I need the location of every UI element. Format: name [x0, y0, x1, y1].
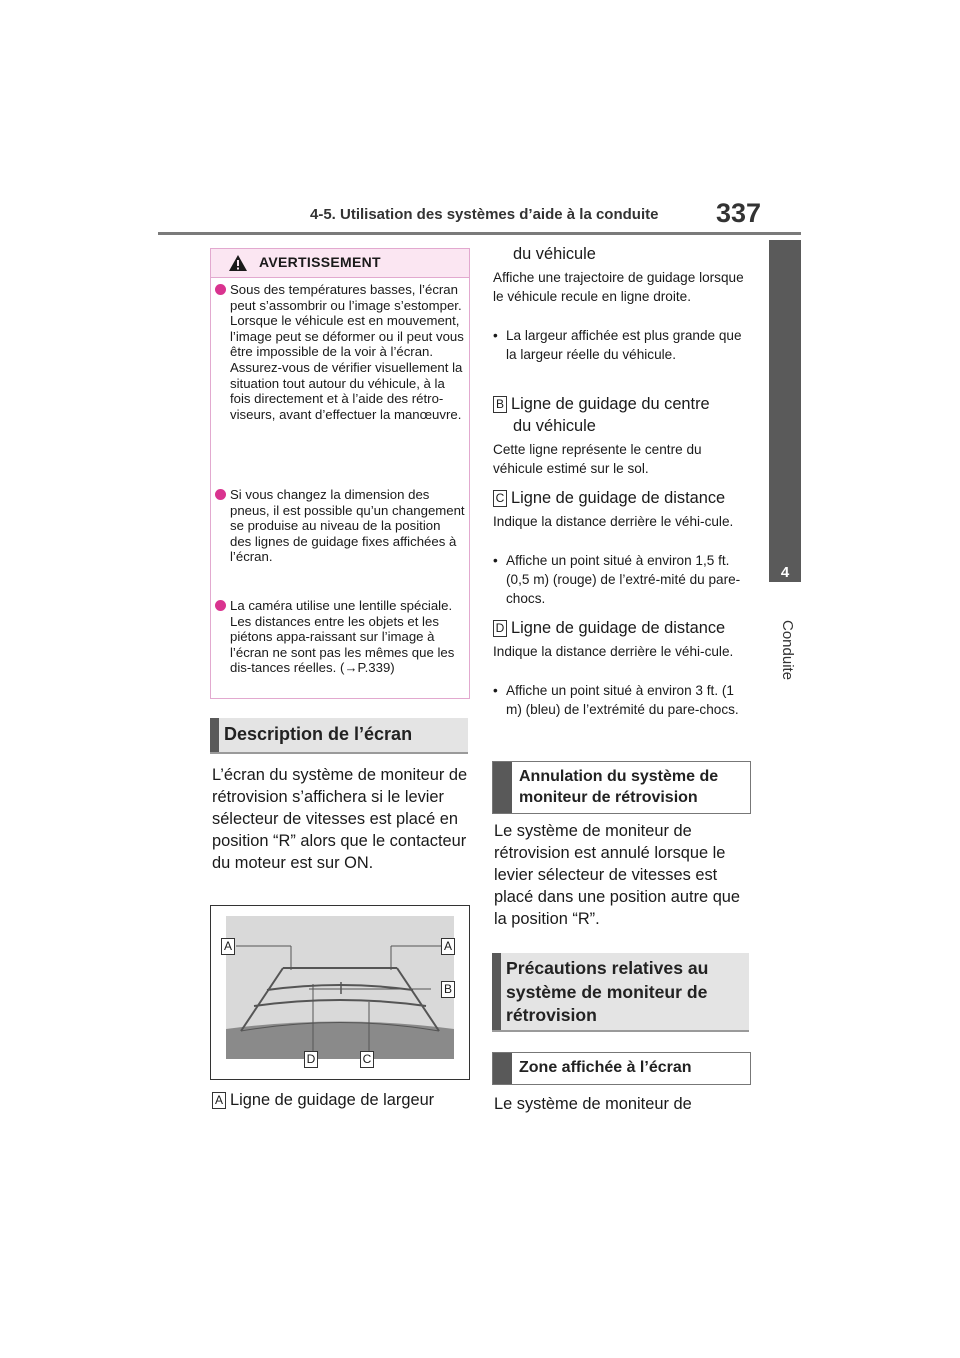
warning-item: La caméra utilise une lentille spéciale. Les distances entre les objets et les piétons appa-raissant sur l’image à l’écran ne sont pas les mêmes que les dis-tances réelles. (→P.339) — [215, 598, 465, 676]
item-c-bullet: • Affiche un point situé à environ 1,5 ft. (0,5 m) (rouge) de l’extré-mité du pare-chocs. — [493, 553, 741, 606]
diagram-label-d: D — [304, 1051, 318, 1068]
chapter-tab[interactable] — [769, 240, 801, 582]
bullet-dot-icon — [215, 489, 226, 500]
warning-header — [211, 249, 469, 278]
item-c-letter: C — [493, 490, 507, 507]
item-a-desc: Affiche une trajectoire de guidage lorsque le véhicule recule en ligne droite. — [493, 270, 744, 304]
diagram-label-a-left: A — [221, 938, 235, 955]
item-d-bullet: • Affiche un point situé à environ 3 ft. (1 m) (bleu) de l’extrémité du pare-chocs. — [493, 683, 739, 717]
precautions-text: Le système de moniteur de — [494, 1095, 692, 1113]
item-d-letter: D — [493, 620, 507, 637]
item-c-desc: Indique la distance derrière le véhi-cule. — [493, 514, 734, 529]
page-number: 337 — [716, 198, 762, 228]
rear-view-diagram — [210, 905, 470, 1080]
item-b-desc: Cette ligne représente le centre du véhicule estimé sur le sol. — [493, 442, 702, 476]
diagram-label-b: B — [441, 981, 455, 998]
warning-item: Sous des températures basses, l’écran peut s’assombrir ou l’image s’estomper. Lorsque le véhicule est en mouvement, l’image peut se déformer ou il peut vous être impossible de la voir à l’écran. Assurez-vous de vérifier visuellement la situation tout autour du véhicule, à la fois directement et à l’aide des rétro-viseurs, avant d’effectuer la manœuvre. — [215, 282, 465, 422]
subsection-heading-zone: Zone affichée à l’écran — [492, 1052, 751, 1085]
chapter-tab-label: Conduite — [779, 620, 796, 681]
warning-icon — [229, 255, 247, 271]
bullet-dot-icon — [215, 600, 226, 611]
item-b-title-cont: du véhicule — [513, 417, 596, 435]
warning-item: Si vous changez la dimension des pneus, il est possible qu’un changement se produise au niveau de la position des lignes de guidage fixes affichées à l’écran. — [215, 487, 465, 565]
item-a-letter: A — [212, 1092, 226, 1109]
item-d-desc: Indique la distance derrière le véhi-cule. — [493, 644, 734, 659]
section-heading-precautions: Précautions relatives au système de moniteur de rétrovision — [492, 953, 749, 1032]
chapter-tab-number: 4 — [780, 564, 790, 581]
item-b-title: B Ligne de guidage du centre — [493, 393, 751, 415]
cancel-text: Le système de moniteur de rétrovision est annulé lorsque le levier sélecteur de vitesses est placé dans une position autre que la position “R”. — [494, 822, 741, 928]
item-c-title: C Ligne de guidage de distance — [493, 487, 751, 509]
header-rule — [158, 232, 801, 235]
item-d-title: D Ligne de guidage de distance — [493, 617, 751, 639]
item-b-letter: B — [493, 396, 507, 413]
item-a-title: A Ligne de guidage de largeur — [212, 1089, 470, 1111]
diagram-label-c: C — [360, 1051, 374, 1068]
item-a-title-cont: du véhicule — [513, 245, 596, 263]
warning-box — [210, 248, 470, 699]
section-title: 4-5. Utilisation des systèmes d’aide à la conduite — [310, 206, 659, 223]
guide-lines-diagram — [211, 906, 469, 1079]
item-a-bullet: • La largeur affichée est plus grande que la largeur réelle du véhicule. — [493, 328, 742, 362]
section-heading-description: Description de l’écran — [210, 718, 468, 754]
diagram-label-a-right: A — [441, 938, 455, 955]
warning-title: AVERTISSEMENT — [259, 254, 381, 270]
description-text: L’écran du système de moniteur de rétrovision s’affichera si le levier sélecteur de vitesses est placé en position “R” alors que le contacteur du moteur est sur ON. — [212, 766, 468, 872]
section-heading-cancel: Annulation du système de moniteur de rétrovision — [492, 761, 751, 814]
bullet-dot-icon — [215, 284, 226, 295]
